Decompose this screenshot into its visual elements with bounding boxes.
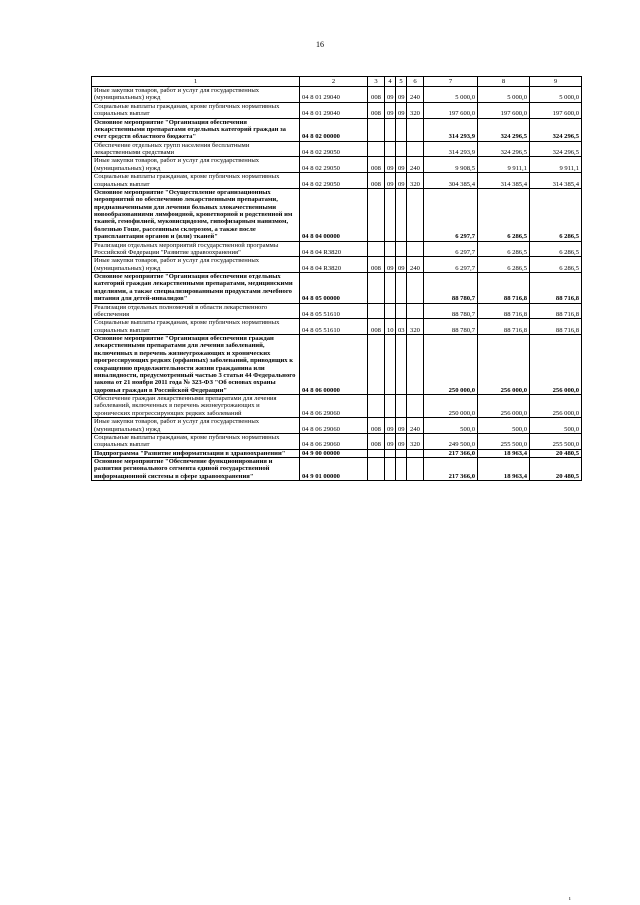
table-row [92,102,582,118]
expense-type-cell [407,188,424,241]
section-code-cell: 09 [385,157,396,173]
row-name-cell: Основное мероприятие "Организация обеспечения граждан лекарственными препаратами для лечения заболеваний, включенных в перечень жизнеугрожающих и хронических прогрессирующих редких (орфанных) заболеваний, приводящих к сокращению продолжительности жизни гражданина или инвалидности, предусмотренный частью 3 статьи 44 Федерального закона от 21 ноября 2011 года № 323-ФЗ "Об основах охраны здоровья граждан в Российской Федерации" [92,335,300,395]
amount-year2-cell: 256 000,0 [478,395,530,418]
row-name-cell: Реализация отдельных мероприятий государственной программы Российской Федерации "Развитие здравоохранения" [92,241,300,257]
column-header: 7 [424,77,478,87]
amount-year2-cell: 6 286,5 [478,241,530,257]
row-name-cell: Основное мероприятие "Организация обеспечения отдельных категорий граждан лекарственными препаратами, медицинскими изделиями, а также специализированными продуктами лечебного питания для детей-инвалидов" [92,273,300,304]
subsection-code-cell [396,458,407,481]
amount-year3-cell: 324 296,5 [530,141,582,157]
table-header-row [92,77,582,87]
ministry-code-cell [368,273,385,304]
ministry-code-cell [368,335,385,395]
row-name-cell: Иные закупки товаров, работ и услуг для государственных (муниципальных) нужд [92,257,300,273]
ministry-code-cell: 008 [368,87,385,103]
table-row [92,87,582,103]
target-code-cell: 04 8 05 51610 [300,303,368,319]
row-name-cell: Обеспечение отдельных групп населения бесплатными лекарственными средствами [92,141,300,157]
target-code-cell: 04 8 06 29060 [300,395,368,418]
amount-year3-cell: 197 600,0 [530,102,582,118]
amount-year1-cell: 88 780,7 [424,319,478,335]
amount-year1-cell: 88 780,7 [424,273,478,304]
page-number: 16 [316,40,324,49]
target-code-cell: 04 8 02 29050 [300,157,368,173]
section-code-cell [385,458,396,481]
amount-year2-cell: 88 716,8 [478,303,530,319]
target-code-cell: 04 8 01 29040 [300,102,368,118]
section-code-cell [385,449,396,457]
section-code-cell [385,241,396,257]
ministry-code-cell [368,395,385,418]
row-name-cell: Основное мероприятие "Осуществление организационных мероприятий по обеспечению лекарственными препаратами, предназначенными для лечения больных злокачественными новообразованиями лимфоидной, кроветворной и родственной им тканей, гемофилией, муковисцидозом, гипофизарным нанизмом, болезнью Гоше, рассеянным склерозом, а также после трансплантации органов и (или) тканей" [92,188,300,241]
table-row [92,241,582,257]
ministry-code-cell: 008 [368,257,385,273]
amount-year2-cell: 88 716,8 [478,273,530,304]
amount-year3-cell: 255 500,0 [530,433,582,449]
amount-year1-cell: 6 297,7 [424,257,478,273]
subsection-code-cell: 09 [396,433,407,449]
ministry-code-cell: 008 [368,157,385,173]
ministry-code-cell: 008 [368,319,385,335]
target-code-cell: 04 8 02 29050 [300,173,368,189]
expense-type-cell: 240 [407,157,424,173]
expense-type-cell: 240 [407,257,424,273]
amount-year1-cell: 217 366,0 [424,449,478,457]
amount-year3-cell: 324 296,5 [530,118,582,141]
amount-year2-cell: 5 000,0 [478,87,530,103]
table-row [92,173,582,189]
table-row [92,157,582,173]
target-code-cell: 04 8 06 29060 [300,433,368,449]
subsection-code-cell: 09 [396,418,407,434]
section-code-cell: 09 [385,418,396,434]
expense-type-cell: 320 [407,173,424,189]
section-code-cell: 09 [385,102,396,118]
amount-year3-cell: 6 286,5 [530,257,582,273]
table-row [92,319,582,335]
table-row [92,257,582,273]
subsection-code-cell: 09 [396,102,407,118]
ministry-code-cell [368,303,385,319]
target-code-cell: 04 9 01 00000 [300,458,368,481]
row-name-cell: Социальные выплаты гражданам, кроме публичных нормативных социальных выплат [92,173,300,189]
target-code-cell: 04 8 02 00000 [300,118,368,141]
expense-type-cell [407,335,424,395]
table-row [92,273,582,304]
subsection-code-cell: 09 [396,257,407,273]
row-name-cell: Социальные выплаты гражданам, кроме публичных нормативных социальных выплат [92,319,300,335]
column-header: 8 [478,77,530,87]
ministry-code-cell [368,241,385,257]
expense-type-cell [407,395,424,418]
column-header: 3 [368,77,385,87]
amount-year1-cell: 197 600,0 [424,102,478,118]
section-code-cell: 10 [385,319,396,335]
subsection-code-cell [396,241,407,257]
row-name-cell: Иные закупки товаров, работ и услуг для государственных (муниципальных) нужд [92,418,300,434]
amount-year3-cell: 6 286,5 [530,188,582,241]
amount-year2-cell: 6 286,5 [478,188,530,241]
amount-year1-cell: 5 000,0 [424,87,478,103]
section-code-cell: 09 [385,87,396,103]
section-code-cell: 09 [385,173,396,189]
table-row [92,418,582,434]
row-name-cell: Реализация отдельных полномочий в области лекарственного обеспечения [92,303,300,319]
expense-type-cell: 240 [407,87,424,103]
amount-year3-cell: 88 716,8 [530,303,582,319]
table-row [92,449,582,457]
amount-year1-cell: 314 293,9 [424,141,478,157]
amount-year3-cell: 314 385,4 [530,173,582,189]
expense-type-cell [407,449,424,457]
target-code-cell: 04 8 05 51610 [300,319,368,335]
corner-mark: ı [569,896,571,902]
table-row [92,458,582,481]
subsection-code-cell [396,335,407,395]
target-code-cell: 04 8 05 00000 [300,273,368,304]
expense-type-cell: 320 [407,319,424,335]
target-code-cell: 04 8 02 29050 [300,141,368,157]
table-row [92,188,582,241]
amount-year1-cell: 304 385,4 [424,173,478,189]
amount-year1-cell: 6 297,7 [424,188,478,241]
amount-year3-cell: 500,0 [530,418,582,434]
amount-year2-cell: 324 296,5 [478,141,530,157]
row-name-cell: Социальные выплаты гражданам, кроме публичных нормативных социальных выплат [92,102,300,118]
row-name-cell: Иные закупки товаров, работ и услуг для государственных (муниципальных) нужд [92,87,300,103]
amount-year3-cell: 88 716,8 [530,319,582,335]
table-row [92,395,582,418]
amount-year2-cell: 197 600,0 [478,102,530,118]
amount-year2-cell: 500,0 [478,418,530,434]
subsection-code-cell [396,118,407,141]
amount-year2-cell: 88 716,8 [478,319,530,335]
ministry-code-cell [368,118,385,141]
ministry-code-cell: 008 [368,418,385,434]
subsection-code-cell [396,273,407,304]
expense-type-cell: 240 [407,418,424,434]
ministry-code-cell: 008 [368,102,385,118]
amount-year3-cell: 88 716,8 [530,273,582,304]
row-name-cell: Иные закупки товаров, работ и услуг для государственных (муниципальных) нужд [92,157,300,173]
amount-year1-cell: 217 366,0 [424,458,478,481]
amount-year2-cell: 9 911,1 [478,157,530,173]
expense-type-cell [407,273,424,304]
expense-type-cell [407,458,424,481]
ministry-code-cell [368,449,385,457]
expense-type-cell: 320 [407,102,424,118]
row-name-cell: Социальные выплаты гражданам, кроме публичных нормативных социальных выплат [92,433,300,449]
column-header: 5 [396,77,407,87]
table-row [92,141,582,157]
target-code-cell: 04 8 01 29040 [300,87,368,103]
subsection-code-cell: 09 [396,87,407,103]
section-code-cell [385,395,396,418]
ministry-code-cell: 008 [368,433,385,449]
table-row [92,118,582,141]
column-header: 2 [300,77,368,87]
column-header: 6 [407,77,424,87]
target-code-cell: 04 8 04 R3820 [300,257,368,273]
column-header: 4 [385,77,396,87]
expense-type-cell [407,241,424,257]
expense-type-cell [407,303,424,319]
amount-year3-cell: 256 000,0 [530,335,582,395]
subsection-code-cell [396,303,407,319]
amount-year3-cell: 20 480,5 [530,458,582,481]
ministry-code-cell [368,458,385,481]
amount-year2-cell: 314 385,4 [478,173,530,189]
amount-year2-cell: 256 000,0 [478,335,530,395]
amount-year2-cell: 324 296,5 [478,118,530,141]
amount-year1-cell: 250 000,0 [424,335,478,395]
column-header: 9 [530,77,582,87]
amount-year2-cell: 18 963,4 [478,458,530,481]
amount-year1-cell: 88 780,7 [424,303,478,319]
amount-year3-cell: 256 000,0 [530,395,582,418]
section-code-cell [385,188,396,241]
amount-year3-cell: 9 911,1 [530,157,582,173]
amount-year3-cell: 6 286,5 [530,241,582,257]
amount-year3-cell: 5 000,0 [530,87,582,103]
subsection-code-cell [396,141,407,157]
amount-year1-cell: 500,0 [424,418,478,434]
subsection-code-cell: 03 [396,319,407,335]
row-name-cell: Обеспечение граждан лекарственными препаратами для лечения заболеваний, включенных в перечень жизнеугрожающих и хронических прогрессирующих редких заболеваний [92,395,300,418]
amount-year1-cell: 9 908,5 [424,157,478,173]
target-code-cell: 04 8 04 R3820 [300,241,368,257]
subsection-code-cell: 09 [396,157,407,173]
amount-year2-cell: 18 963,4 [478,449,530,457]
column-header: 1 [92,77,300,87]
table-row [92,335,582,395]
ministry-code-cell: 008 [368,173,385,189]
amount-year1-cell: 6 297,7 [424,241,478,257]
target-code-cell: 04 8 06 00000 [300,335,368,395]
section-code-cell [385,118,396,141]
ministry-code-cell [368,188,385,241]
section-code-cell [385,335,396,395]
row-name-cell: Основное мероприятие "Обеспечение функционирования и развития регионального сегмента единой государственной информационной системы в сфере здравоохранения" [92,458,300,481]
target-code-cell: 04 8 04 00000 [300,188,368,241]
ministry-code-cell [368,141,385,157]
row-name-cell: Основное мероприятие "Организация обеспечения лекарственными препаратами отдельных категорий граждан за счет средств областного бюджета" [92,118,300,141]
table-row [92,433,582,449]
amount-year1-cell: 250 000,0 [424,395,478,418]
section-code-cell [385,141,396,157]
expense-type-cell [407,141,424,157]
section-code-cell: 09 [385,433,396,449]
section-code-cell [385,273,396,304]
table-row [92,303,582,319]
amount-year3-cell: 20 480,5 [530,449,582,457]
subsection-code-cell: 09 [396,173,407,189]
amount-year1-cell: 249 500,0 [424,433,478,449]
subsection-code-cell [396,449,407,457]
row-name-cell: Подпрограмма "Развитие информатизации в здравоохранении" [92,449,300,457]
budget-table [91,76,582,481]
subsection-code-cell [396,188,407,241]
expense-type-cell: 320 [407,433,424,449]
amount-year2-cell: 255 500,0 [478,433,530,449]
amount-year1-cell: 314 293,9 [424,118,478,141]
section-code-cell: 09 [385,257,396,273]
section-code-cell [385,303,396,319]
expense-type-cell [407,118,424,141]
target-code-cell: 04 9 00 00000 [300,449,368,457]
amount-year2-cell: 6 286,5 [478,257,530,273]
target-code-cell: 04 8 06 29060 [300,418,368,434]
subsection-code-cell [396,395,407,418]
